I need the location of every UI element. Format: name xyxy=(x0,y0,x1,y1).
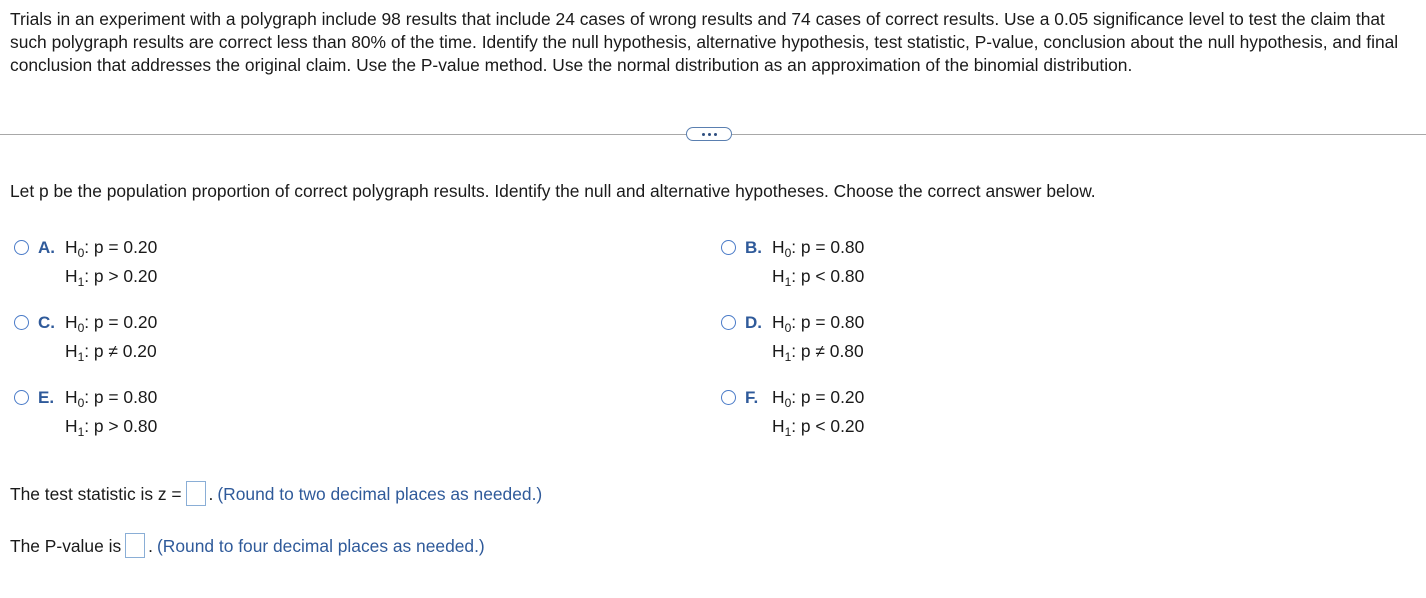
hypotheses xyxy=(65,308,157,366)
option-letter: B. xyxy=(745,238,762,257)
test-statistic-row xyxy=(10,481,542,506)
p-value-input[interactable] xyxy=(125,533,145,558)
hypotheses xyxy=(772,308,864,366)
option-letter: F. xyxy=(745,388,759,407)
option-letter: A. xyxy=(38,238,55,257)
option-d[interactable] xyxy=(721,311,864,366)
period: . xyxy=(208,483,214,504)
p-value-row xyxy=(10,533,485,558)
option-b[interactable] xyxy=(721,236,864,291)
hypotheses xyxy=(65,233,157,291)
option-e[interactable] xyxy=(14,386,157,441)
option-c[interactable] xyxy=(14,311,157,366)
test-statistic-label: The test statistic is z = xyxy=(10,483,182,504)
hypotheses xyxy=(772,233,864,291)
radio-button-d[interactable] xyxy=(721,315,736,330)
alternative-hypothesis: $H_1$: p > 0.80 xyxy=(65,416,158,439)
option-letter: D. xyxy=(745,313,762,332)
period: . xyxy=(148,535,153,556)
null-hypothesis: $H_0$: p = 0.80 xyxy=(772,312,865,335)
option-letter: C. xyxy=(38,313,55,332)
show-more-button[interactable] xyxy=(686,127,732,141)
option-a[interactable] xyxy=(14,236,157,291)
problem-statement: Trials in an experiment with a polygraph include 98 results that include 24 cases of wrong results and 74 cases of correct results. Use a 0.05 significance level to test the claim that such polygraph results are correct less than 80% of the time. Identify the null hypothesis, alternative hypothesis, test statistic, P-value, conclusion about the null hypothesis, and final conclusion that addresses the original claim. Use the P-value method. Use the normal distribution as an approximation of the binomial distribution. xyxy=(10,9,1399,75)
radio-button-e[interactable] xyxy=(14,390,29,405)
option-f[interactable] xyxy=(721,386,864,441)
alternative-hypothesis: $H_1$: p < 0.20 xyxy=(772,416,865,439)
null-hypothesis: $H_0$: p = 0.80 xyxy=(772,237,865,260)
test-statistic-input[interactable] xyxy=(186,481,206,506)
alternative-hypothesis: $H_1$: p ≠ 0.20 xyxy=(65,341,157,364)
ellipsis-icon xyxy=(714,133,717,136)
question-prompt: Let p be the population proportion of correct polygraph results. Identify the null and alternative hypotheses. Choose the correct answer below. xyxy=(10,181,1096,201)
alternative-hypothesis: $H_1$: p < 0.80 xyxy=(772,266,865,289)
radio-button-f[interactable] xyxy=(721,390,736,405)
hypotheses xyxy=(772,383,864,441)
ellipsis-icon xyxy=(702,133,705,136)
p-value-label: The P-value is xyxy=(10,535,122,556)
option-letter: E. xyxy=(38,388,55,407)
rounding-hint: (Round to two decimal places as needed.) xyxy=(217,483,543,504)
hypotheses xyxy=(65,383,157,441)
alternative-hypothesis: $H_1$: p > 0.20 xyxy=(65,266,158,289)
alternative-hypothesis: $H_1$: p ≠ 0.80 xyxy=(772,341,864,364)
null-hypothesis: $H_0$: p = 0.20 xyxy=(65,312,158,335)
null-hypothesis: $H_0$: p = 0.80 xyxy=(65,387,158,410)
radio-button-c[interactable] xyxy=(14,315,29,330)
ellipsis-icon xyxy=(708,133,711,136)
null-hypothesis: $H_0$: p = 0.20 xyxy=(772,387,865,410)
radio-button-b[interactable] xyxy=(721,240,736,255)
null-hypothesis: $H_0$: p = 0.20 xyxy=(65,237,158,260)
radio-button-a[interactable] xyxy=(14,240,29,255)
rounding-hint: (Round to four decimal places as needed.) xyxy=(157,535,485,556)
